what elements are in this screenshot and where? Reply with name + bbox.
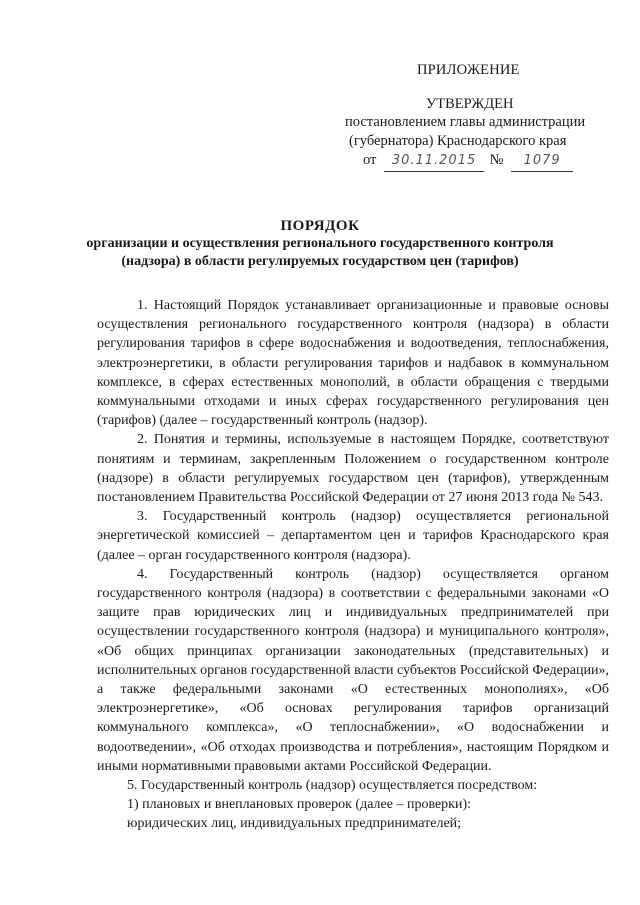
number-prefix: № (489, 152, 504, 168)
document-subtitle-line1: организации и осуществления регионального государственного контроля (86, 236, 554, 251)
paragraph-5: 5. Государственный контроль (надзор) осуществляется посредством: (127, 778, 538, 794)
paragraph-5-item-1-sub: юридических лиц, индивидуальных предпринимателей; (127, 816, 462, 832)
decree-date-number-row (363, 150, 573, 172)
handwritten-date: 30.11.2015 (384, 150, 484, 172)
date-prefix: от (363, 152, 377, 168)
paragraph-2: 2. Понятия и термины, используемые в настоящем Порядке, соответствуют понятиям и терминам, закрепленным Положением о государственном контроле (надзоре) в области регулируемых государством цен (тарифов), утвержденным постановлением Правительства Российской Федерации от 27 июня 2013 года № 543. (97, 432, 609, 506)
document-body (97, 296, 609, 834)
paragraph-3: 3. Государственный контроль (надзор) осуществляется региональной энергетической комиссией – департаментом цен и тарифов Краснодарского края (далее – орган государственного контроля (надзора). (97, 509, 609, 563)
document-subtitle-line2: (надзора) в области регулируемых государством цен (тарифов) (121, 254, 519, 269)
approval-authority-line2: (губернатора) Краснодарского края (349, 133, 567, 149)
appendix-label: ПРИЛОЖЕНИЕ (417, 62, 520, 78)
document-title: ПОРЯДОК (280, 218, 360, 234)
paragraph-1: 1. Настоящий Порядок устанавливает организационные и правовые основы осуществления регионального государственного контроля (надзора) в области регулирования тарифов в сфере водоснабжения и водоотведения, теплоснабжения, электроэнергетики, в области регулирования тарифов и надбавок в коммунальном комплексе, в сферах естественных монополий, в области обращения с твердыми коммунальными отходами и иных сферах государственного регулирования цен (тарифов) (далее – государственный контроль (надзор). (97, 298, 609, 429)
paragraph-4: 4. Государственный контроль (надзор) осуществляется органом государственного контроля (надзора) в соответствии с федеральными законами «О защите прав юридических лиц и индивидуальных предпринимателей при осуществлении государственного контроля (надзора) и муниципального контроля», «Об общих принципах организации законодательных (представительных) и исполнительных органов государственной власти субъектов Российской Федерации», а также федеральными законами «О естественных монополиях», «Об электроэнергетике», «Об основах регулирования тарифов организаций коммунального комплекса», «О теплоснабжении», «О водоснабжении и водоотведении», «Об отходах производства и потребления», настоящим Порядком и иными нормативными правовыми актами Российской Федерации. (97, 566, 609, 774)
paragraph-5-item-1: 1) плановых и внеплановых проверок (далее – проверки): (127, 797, 472, 813)
approved-label: УТВЕРЖДЕН (426, 96, 514, 112)
approval-authority-line1: постановлением главы администрации (345, 114, 586, 130)
handwritten-number: 1079 (511, 150, 573, 172)
